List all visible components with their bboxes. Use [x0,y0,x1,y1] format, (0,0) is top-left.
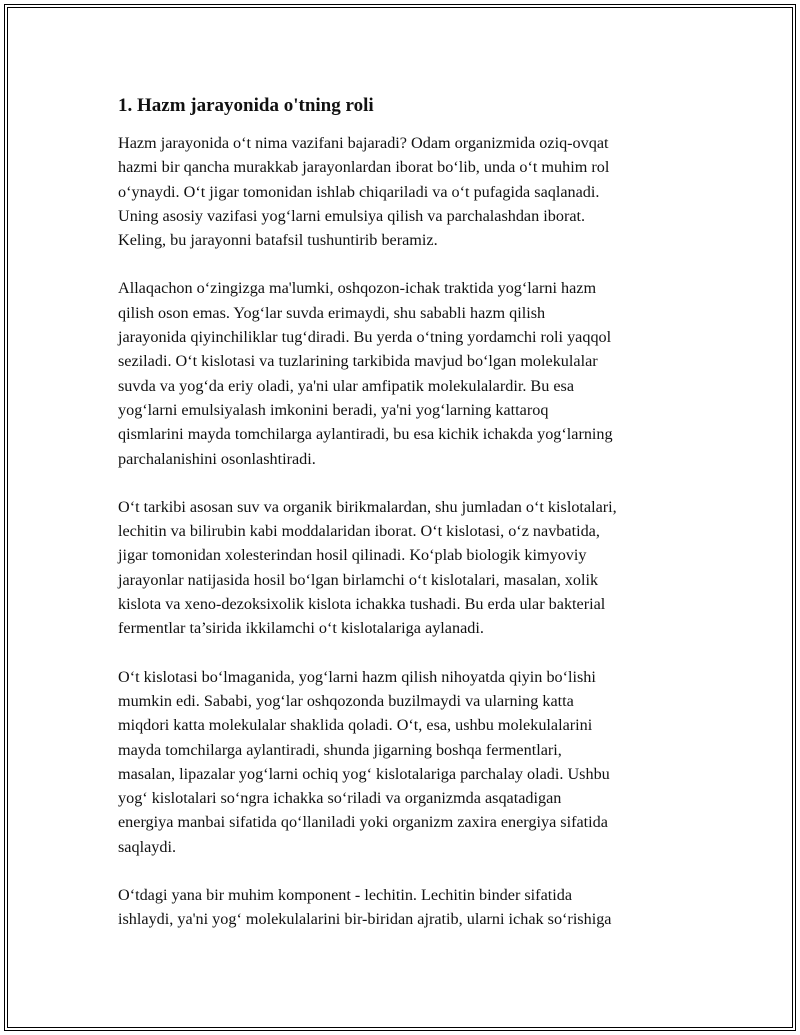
paragraph-1: Hazm jarayonida o‘t nima vazifani bajaradi? Odam organizmida oziq-ovqat hazmi bir qancha murakkab jarayonlardan iborat bo‘lib, unda o‘t muhim rol o‘ynaydi. O‘t jigar tomonidan ishlab chiqariladi va o‘t pufagida saqlanadi. Uning asosiy vazifasi yog‘larni emulsiya qilish va parchalashdan iborat. Keling, bu jarayonni batafsil tushuntirib beramiz. [118,134,610,250]
document-body [118,92,690,956]
paragraph-5: O‘tdagi yana bir muhim komponent - lechitin. Lechitin binder sifatida ishlaydi, ya'ni yog‘ molekulalarini bir-biridan ajratib, ularni ichak so‘rishiga [118,886,612,929]
paragraph-3: O‘t tarkibi asosan suv va organik birikmalardan, shu jumladan o‘t kislotalari, lechitin va bilirubin kabi moddalaridan iborat. O‘t kislotasi, o‘z navbatida, jigar tomonidan xolesterindan hosil qilinadi. Ko‘plab biologik kimyoviy jarayonlar natijasida hosil bo‘lgan birlamchi o‘t kislotalari, masalan, xolik kislota va xeno-dezoksixolik kislota ichakka tushadi. Bu erda ular bakterial fermentlar ta’sirida ikkilamchi o‘t kislotalariga aylanadi. [118,497,617,638]
section-heading: 1. Hazm jarayonida o'tning roli [118,95,374,116]
paragraph-4: O‘t kislotasi bo‘lmaganida, yog‘larni hazm qilish nihoyatda qiyin bo‘lishi mumkin edi. Sababi, yog‘lar oshqozonda buzilmaydi va ularning katta miqdori katta molekulalar shaklida qoladi. O‘t, esa, ushbu molekulalarini mayda tomchilarga aylantiradi, shunda jigarning boshqa fermentlari, masalan, lipazalar yog‘larni ochiq yog‘ kislotalariga parchalay oladi. Ushbu yog‘ kislotalari so‘ngra ichakka so‘riladi va organizmda asqatadigan energiya manbai sifatida qo‘llaniladi yoki organizm zaxira energiya sifatida saqlaydi. [118,667,610,856]
paragraph-2: Allaqachon o‘zingizga ma'lumki, oshqozon-ichak traktida yog‘larni hazm qilish oson emas. Yog‘lar suvda erimaydi, shu sababli hazm qilish jarayonida qiyinchiliklar tug‘diradi. Bu yerda o‘tning yordamchi roli yaqqol seziladi. O‘t kislotasi va tuzlarining tarkibida mavjud bo‘lgan molekulalar suvda va yog‘da eriy oladi, ya'ni ular amfipatik molekulalardir. Bu esa yog‘larni emulsiyalash imkonini beradi, ya'ni yog‘larning kattaroq qismlarini mayda tomchilarga aylantiradi, bu esa kichik ichakda yog‘larning parchalanishini osonlashtiradi. [118,279,613,468]
